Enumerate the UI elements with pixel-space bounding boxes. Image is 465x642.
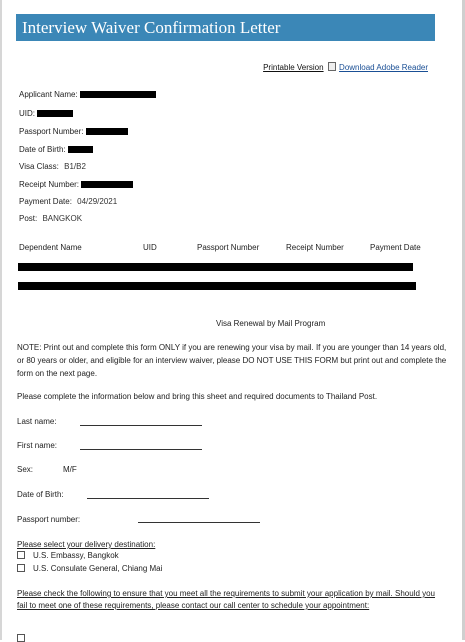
applicant-name-label: Applicant Name: <box>19 90 78 99</box>
redacted-receipt <box>81 181 133 188</box>
dob-label: Date of Birth: <box>19 145 66 154</box>
instruction-text: Please complete the information below and bring this sheet and required documents to Thailand Post. <box>17 392 378 401</box>
redacted-passport <box>86 128 128 135</box>
payment-date-row <box>19 197 117 206</box>
passport-blank[interactable] <box>138 522 260 523</box>
print-toolbar <box>263 62 428 72</box>
visa-class-value: B1/B2 <box>64 162 86 171</box>
note-paragraph: NOTE: Print out and complete this form ONLY if you are renewing your visa by mail. If you are younger than 14 years old, or 80 years or older, and eligible for an interview waiver, please DO NOT USE THIS FORM but print out and complete the form on the next page. <box>17 343 447 378</box>
receipt-label: Receipt Number: <box>19 180 80 189</box>
sex-options: M/F <box>63 465 77 474</box>
redacted-applicant-name <box>80 91 156 98</box>
visa-class-row <box>19 162 86 171</box>
dependent-receipt-header: Receipt Number <box>286 243 344 252</box>
passport-row <box>19 127 128 136</box>
payment-date-label: Payment Date: <box>19 197 72 206</box>
consulate-chiangmai-checkbox[interactable] <box>17 564 25 572</box>
dob-row <box>19 145 93 154</box>
payment-date-value: 04/29/2021 <box>77 197 118 206</box>
pdf-icon <box>328 62 336 71</box>
dependent-passport-header: Passport Number <box>197 243 260 252</box>
printable-version-link[interactable]: Printable Version <box>263 63 324 72</box>
post-value: BANGKOK <box>42 214 83 223</box>
receipt-row <box>19 180 133 189</box>
program-title: Visa Renewal by Mail Program <box>216 319 326 328</box>
post-row <box>19 214 82 223</box>
embassy-bangkok-checkbox[interactable] <box>17 551 25 559</box>
dependent-uid-header: UID <box>143 243 157 252</box>
page-title: Interview Waiver Confirmation Letter <box>16 14 435 41</box>
redacted-dob <box>68 146 93 153</box>
uid-label: UID: <box>19 109 35 118</box>
last-name-blank[interactable] <box>80 425 202 426</box>
first-name-label: First name: <box>17 441 58 450</box>
passport-label: Passport Number: <box>19 127 84 136</box>
delivery-heading: Please select your delivery destination: <box>17 540 156 549</box>
post-label: Post: <box>19 214 38 223</box>
requirements-heading: Please check the following to ensure that you meet all the requirements to submit your application by mail. Should you fail to meet one of these requirements, please contact our call center to schedule your appointment: <box>17 589 436 610</box>
redacted-dependent-row <box>18 282 416 290</box>
download-adobe-reader-link[interactable]: Download Adobe Reader <box>339 63 428 72</box>
requirement-checkbox[interactable] <box>17 634 25 642</box>
dependent-payment-date-header: Payment Date <box>370 243 421 252</box>
consulate-chiangmai-label: U.S. Consulate General, Chiang Mai <box>33 564 163 573</box>
sex-label: Sex: <box>17 465 34 474</box>
visa-class-label: Visa Class: <box>19 162 59 171</box>
page-border-left <box>0 0 2 640</box>
applicant-name-row <box>19 90 156 99</box>
redacted-dependent-row <box>18 263 413 271</box>
uid-row <box>19 109 73 118</box>
passport-form-label: Passport number: <box>17 515 81 524</box>
embassy-bangkok-label: U.S. Embassy, Bangkok <box>33 551 119 560</box>
redacted-uid <box>37 110 73 117</box>
dependent-name-header: Dependent Name <box>19 243 82 252</box>
dob-blank[interactable] <box>87 498 209 499</box>
last-name-label: Last name: <box>17 417 57 426</box>
dob-form-label: Date of Birth: <box>17 490 64 499</box>
first-name-blank[interactable] <box>80 449 202 450</box>
